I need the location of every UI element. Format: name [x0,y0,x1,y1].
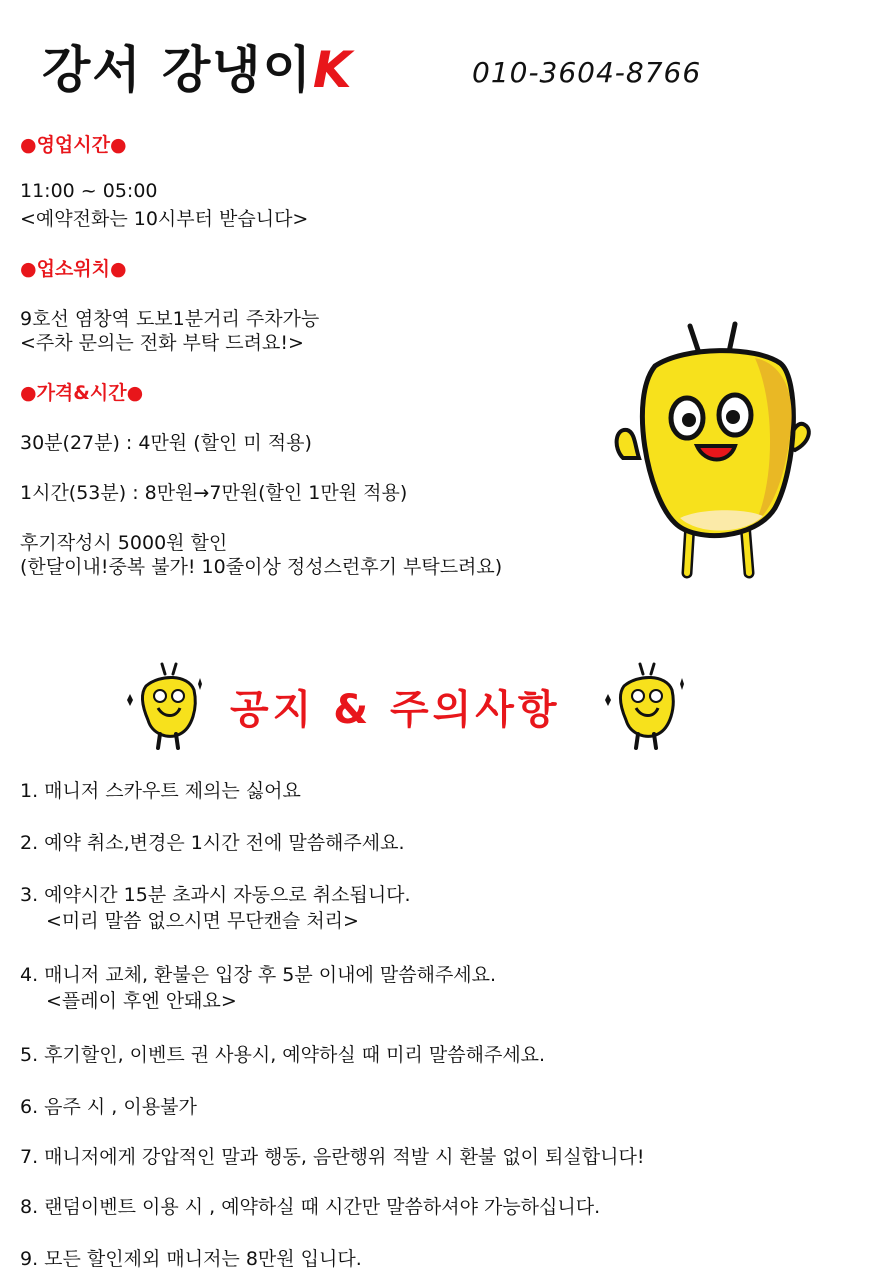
page-title [42,30,354,102]
rule-9: 9. 모든 할인제외 매니저는 8만원 입니다. [20,1248,362,1270]
hours-heading: ●영업시간● [20,134,127,156]
rule-3-note: <미리 말씀 없으시면 무단캔슬 처리> [46,910,359,932]
phone-number[interactable]: 010-3604-8766 [472,56,702,89]
rule-5: 5. 후기할인, 이벤트 권 사용시, 예약하실 때 미리 말씀해주세요. [20,1044,546,1066]
title-mark: K [312,41,354,99]
location-address: 9호선 염창역 도보1분거리 주차가능 [20,308,320,330]
rule-2: 2. 예약 취소,변경은 1시간 전에 말씀해주세요. [20,832,405,854]
rule-3: 3. 예약시간 15분 초과시 자동으로 취소됩니다. [20,884,411,906]
rule-4: 4. 매니저 교체, 환불은 입장 후 5분 이내에 말씀해주세요. [20,964,497,986]
corn-mascot-left-icon [122,662,212,752]
rule-6: 6. 음주 시 , 이용불가 [20,1096,197,1118]
price-line-30min: 30분(27분) : 4만원 (할인 미 적용) [20,432,312,454]
rule-4-note: <플레이 후엔 안돼요> [46,990,237,1012]
rule-7: 7. 매니저에게 강압적인 말과 행동, 음란행위 적발 시 환불 없이 퇴실합니다! [20,1146,645,1168]
location-note: <주차 문의는 전화 부탁 드려요!> [20,332,304,354]
review-discount: 후기작성시 5000원 할인 [20,532,228,554]
rule-8: 8. 랜덤이벤트 이용 시 , 예약하실 때 시간만 말씀하셔야 가능하십니다. [20,1196,601,1218]
corn-mascot-right-icon [600,662,690,752]
review-discount-note: (한달이내!중복 불가! 10줄이상 정성스런후기 부탁드려요) [20,556,503,578]
pricing-heading: ●가격&시간● [20,382,144,404]
title-text: 강서 강냉이 [42,41,313,99]
rule-1: 1. 매니저 스카우트 제의는 싫어요 [20,780,301,802]
hours-time: 11:00 ~ 05:00 [20,180,158,202]
corn-mascot-illustration [605,318,825,588]
notice-title: 공지 & 주의사항 [230,687,561,733]
hours-note: <예약전화는 10시부터 받습니다> [20,208,309,230]
location-heading: ●업소위치● [20,258,127,280]
price-line-1hour: 1시간(53분) : 8만원→7만원(할인 1만원 적용) [20,482,408,504]
